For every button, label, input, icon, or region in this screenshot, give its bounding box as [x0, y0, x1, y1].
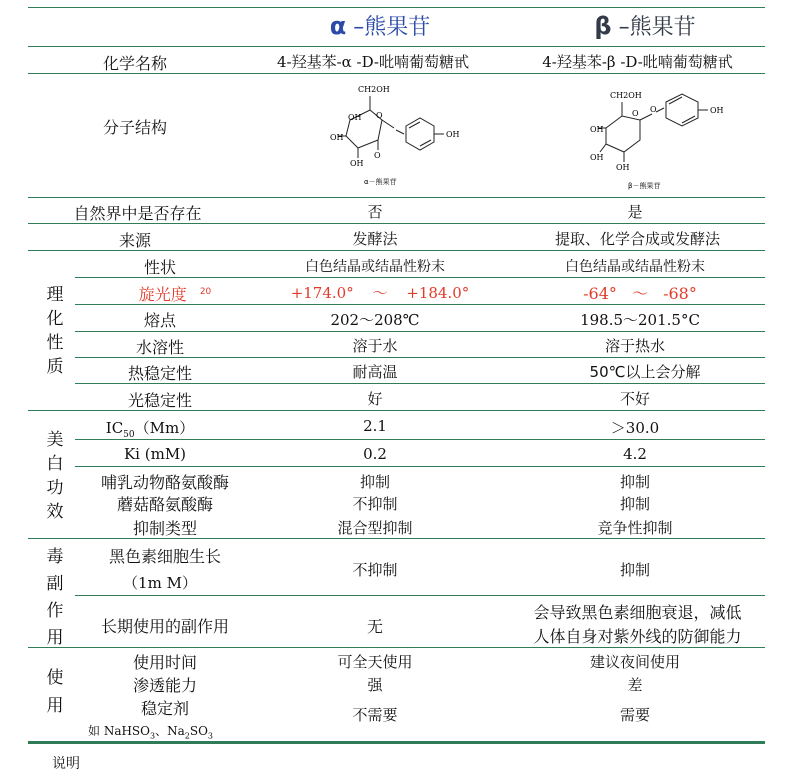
thermal-label: 热稳定性	[127, 364, 192, 383]
time-label: 使用时间	[132, 653, 197, 672]
beta-phenol-oh-label: OH	[710, 106, 724, 115]
appearance-beta: 白色结晶或结晶性粉末	[565, 259, 705, 275]
alpha-oh-label-1: OH	[348, 113, 362, 122]
rule-after-toxicity	[28, 647, 765, 648]
chem-name-label: 化学名称	[102, 54, 167, 73]
water-beta: 溶于热水	[604, 337, 665, 355]
beta-o-label: O	[632, 109, 639, 118]
thermal-alpha: 耐高温	[352, 363, 398, 381]
ic50-label	[100, 417, 200, 440]
melting-label: 熔点	[143, 311, 176, 330]
mammal-label: 哺乳动物酪氨酸酶	[100, 473, 229, 492]
time-beta: 建议夜间使用	[589, 653, 680, 671]
stabilizer-note-sub3: 3	[207, 731, 213, 741]
stabilizer-note-sub1: 3	[150, 731, 156, 741]
rotation-beta-sep: ～	[631, 284, 648, 303]
physchem-group-label	[40, 283, 70, 379]
beta-oh-label-3: OH	[616, 163, 630, 172]
toxicity-group-label	[40, 544, 70, 652]
source-label: 来源	[118, 231, 151, 250]
stabilizer-note-sub2: 2	[184, 731, 190, 741]
nature-label: 自然界中是否存在	[73, 204, 202, 223]
stabilizer-note-mid: 、Na	[155, 724, 185, 738]
alpha-structure-svg	[330, 78, 470, 190]
structure-label: 分子结构	[102, 118, 167, 137]
toxicity-char-1: 毒	[46, 547, 64, 567]
rotation-alpha-sep: ～	[372, 284, 388, 302]
long-term-alpha: 无	[366, 617, 383, 636]
beta-structure-caption: β－熊果苷	[628, 182, 661, 190]
stabilizer-note	[88, 722, 213, 740]
toxicity-char-2: 副	[46, 574, 64, 594]
rotation-alpha-end: +184.0°	[406, 284, 470, 302]
alpha-o-label: O	[376, 111, 383, 120]
inhibit-type-alpha: 混合型抑制	[337, 519, 413, 537]
rotation-alpha	[285, 282, 475, 303]
header-beta	[560, 10, 730, 41]
rule-white-2	[75, 466, 765, 467]
beta-title: –熊果苷	[611, 15, 696, 40]
rule-tox-1	[75, 595, 765, 596]
thermal-beta: 50℃以上会分解	[589, 363, 701, 381]
rotation-beta-start: -64°	[583, 284, 617, 303]
mammal-beta: 抑制	[619, 473, 650, 491]
alpha-ch2oh-label: CH2OH	[358, 85, 390, 94]
whitening-char-1: 美	[46, 430, 64, 450]
rotation-label	[120, 282, 230, 305]
appearance-label: 性状	[143, 258, 176, 277]
penetration-alpha: 强	[367, 676, 383, 694]
chem-name-alpha: 4-羟基苯-α -D-吡喃葡萄糖甙	[276, 53, 470, 71]
inhibit-type-beta: 竞争性抑制	[597, 519, 673, 537]
alpha-title: –熊果苷	[346, 15, 431, 40]
whitening-char-4: 效	[46, 502, 64, 522]
mushroom-label: 蘑菇酪氨酸酶	[116, 495, 213, 514]
stabilizer-note-prefix: 如 NaHSO	[88, 724, 150, 738]
usage-char-1: 使	[46, 668, 64, 688]
light-alpha: 好	[367, 390, 383, 408]
long-term-beta-line2: 人体自身对紫外线的防御能力	[533, 627, 742, 646]
rotation-label-text: 旋光度	[138, 285, 187, 304]
appearance-alpha: 白色结晶或结晶性粉末	[305, 259, 445, 275]
beta-ch2oh-label: CH2OH	[610, 91, 642, 100]
nature-beta: 是	[627, 203, 643, 221]
stabilizer-beta: 需要	[619, 706, 650, 724]
ic50-label-main: IC	[105, 419, 124, 437]
rotation-temp-sup: 20	[199, 286, 212, 297]
light-beta: 不好	[619, 390, 650, 408]
toxicity-char-3: 作	[46, 601, 64, 621]
melanocyte-beta: 抑制	[619, 561, 650, 579]
source-alpha: 发酵法	[352, 230, 398, 248]
stabilizer-note-mid2: SO	[189, 724, 208, 738]
ic50-beta: ＞30.0	[610, 419, 660, 437]
alpha-oh-label-3: OH	[350, 159, 364, 168]
rotation-beta	[560, 281, 720, 304]
melting-alpha: 202～208℃	[330, 311, 420, 329]
beta-structure	[590, 82, 740, 194]
beta-oh-label-1: OH	[590, 125, 604, 134]
light-label: 光稳定性	[127, 391, 192, 410]
stabilizer-alpha: 不需要	[352, 706, 398, 724]
beta-structure-svg	[590, 82, 740, 194]
time-alpha: 可全天使用	[337, 653, 413, 671]
stabilizer-label: 稳定剂	[140, 699, 189, 718]
ic50-label-sub: 50	[123, 430, 135, 440]
mushroom-beta: 抑制	[619, 495, 650, 513]
water-label: 水溶性	[135, 338, 184, 357]
whitening-group-label	[40, 428, 70, 524]
alpha-structure-caption: α－熊果苷	[364, 178, 397, 186]
rotation-alpha-start: +174.0°	[290, 284, 354, 302]
usage-char-2: 用	[46, 696, 64, 716]
penetration-label: 渗透能力	[132, 676, 197, 695]
usage-group-label	[40, 664, 70, 720]
beta-o-link-label: O	[650, 105, 657, 114]
rule-after-header	[28, 46, 765, 47]
header-alpha	[300, 10, 460, 41]
physchem-char-3: 性	[46, 333, 64, 353]
chem-name-beta: 4-羟基苯-β -D-吡喃葡萄糖甙	[542, 53, 733, 71]
alpha-phenol-oh-label: OH	[446, 130, 460, 139]
physchem-char-4: 质	[46, 357, 64, 377]
ki-label: Ki (mM)	[123, 445, 187, 463]
table-top-rule	[28, 7, 765, 8]
melting-beta: 198.5～201.5°C	[580, 311, 700, 329]
physchem-char-2: 化	[46, 309, 64, 329]
source-beta: 提取、化学合成或发酵法	[554, 230, 720, 248]
ic50-alpha: 2.1	[363, 417, 387, 435]
penetration-beta: 差	[627, 676, 643, 694]
footer-fragment: 说明	[52, 756, 80, 772]
inhibit-type-label: 抑制类型	[132, 519, 197, 538]
alpha-o-link-label: O	[374, 151, 381, 160]
alpha-symbol: α	[329, 12, 347, 40]
beta-symbol: β	[594, 12, 612, 40]
table-bottom-rule	[28, 741, 765, 744]
mammal-alpha: 抑制	[359, 473, 390, 491]
physchem-char-1: 理	[46, 285, 64, 305]
alpha-structure	[330, 78, 470, 190]
long-term-beta-line1: 会导致黑色素细胞衰退，减低	[533, 603, 742, 622]
rule-after-structure	[28, 197, 765, 198]
beta-oh-label-2: OH	[590, 153, 604, 162]
whitening-char-2: 白	[46, 454, 64, 474]
alpha-oh-label-2: OH	[330, 133, 344, 142]
rule-physchem-3	[75, 331, 765, 332]
long-term-label: 长期使用的副作用	[100, 617, 229, 636]
ic50-label-tail: （Mm）	[134, 419, 195, 437]
ki-alpha: 0.2	[363, 445, 387, 463]
nature-alpha: 否	[367, 203, 383, 221]
water-alpha: 溶于水	[352, 337, 398, 355]
rotation-beta-end: -68°	[663, 284, 697, 303]
whitening-char-3: 功	[46, 478, 64, 498]
melanocyte-label-line2: （1m M）	[123, 574, 197, 592]
ki-beta: 4.2	[623, 445, 647, 463]
mushroom-alpha: 不抑制	[352, 495, 398, 513]
melanocyte-label-line1: 黑色素细胞生长	[108, 547, 221, 566]
melanocyte-alpha: 不抑制	[352, 561, 398, 579]
toxicity-char-4: 用	[46, 628, 64, 648]
